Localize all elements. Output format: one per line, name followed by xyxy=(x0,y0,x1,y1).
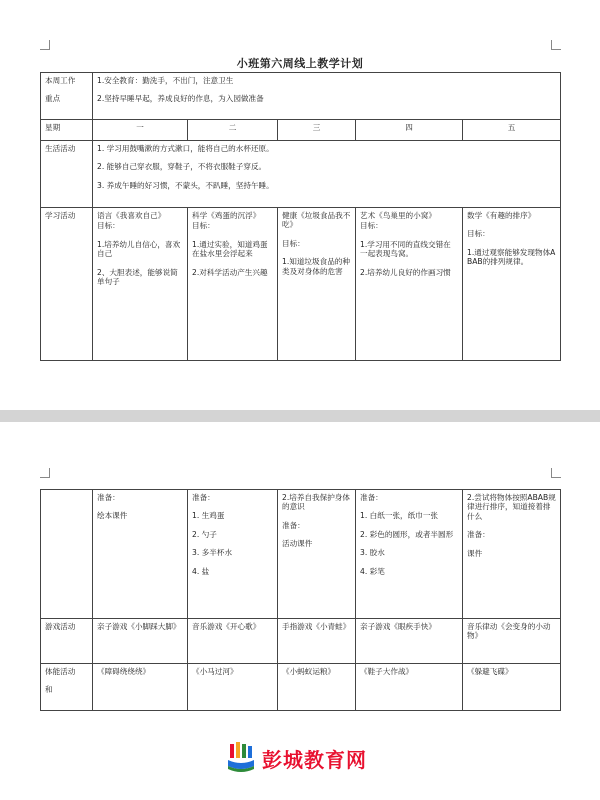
study-cell-thu: 艺术《鸟巢里的小窝》 目标： 1.学习用不同的直线交错在一起表现鸟窝。 2.培养幼儿良好的作画习惯 xyxy=(356,208,463,361)
week-focus-content: 1.安全教育：勤洗手，不出门，注意卫生 2.坚持早睡早起，养成良好的作息，为入园做准备 xyxy=(93,73,561,120)
document-title: 小班第六周线上教学计划 xyxy=(236,57,364,70)
game-activity-label: 游戏活动 xyxy=(41,619,93,664)
life-activity-label: 生活活动 xyxy=(41,141,93,208)
sport-cell-wed: 《小蚂蚁运粮》 xyxy=(278,664,356,711)
book-logo-icon xyxy=(226,742,256,774)
weekday-4: 四 xyxy=(356,120,463,141)
plan-table-part-2 xyxy=(40,489,561,711)
sport-activity-label: 体能活动 和 xyxy=(41,664,93,711)
study-activity-row xyxy=(41,208,561,361)
week-focus-row xyxy=(41,73,561,120)
prep-cell-wed: 2.培养自我保护身体的意识 准备： 活动课件 xyxy=(278,490,356,619)
game-activity-row xyxy=(41,619,561,664)
study-cell-tue: 科学《鸡蛋的沉浮》 目标： 1.通过实验，知道鸡蛋在盐水里会浮起来 2.对科学活动产生兴趣 xyxy=(188,208,278,361)
sport-cell-tue: 《小马过河》 xyxy=(188,664,278,711)
crop-mark-top-left xyxy=(40,40,50,50)
life-activity-row xyxy=(41,141,561,208)
crop-mark-top-right xyxy=(551,40,561,50)
page-separator xyxy=(0,410,600,422)
preparation-row xyxy=(41,490,561,619)
weekday-3: 三 xyxy=(278,120,356,141)
study-activity-label: 学习活动 xyxy=(41,208,93,361)
weekday-2: 二 xyxy=(188,120,278,141)
preparation-label xyxy=(41,490,93,619)
life-activity-content: 1. 学习用鼓嘴漱的方式漱口，能将自己的水杯还原。 2. 能够自己穿衣服，穿鞋子，不将衣服鞋子穿反。 3. 养成午睡的好习惯，不蒙头，不趴睡，坚持午睡。 xyxy=(93,141,561,208)
weekday-label: 星期 xyxy=(41,120,93,141)
prep-cell-tue: 准备： 1. 生鸡蛋 2. 勺子 3. 多半杯水 4. 盐 xyxy=(188,490,278,619)
sport-cell-fri: 《躲避飞碟》 xyxy=(463,664,561,711)
site-logo xyxy=(226,742,367,774)
prep-cell-fri: 2.尝试将物体按照ABAB规律进行排序，知道接着排什么 准备： 课件 xyxy=(463,490,561,619)
weekday-header-row xyxy=(41,120,561,141)
prep-cell-mon: 准备： 绘本课件 xyxy=(93,490,188,619)
weekday-5: 五 xyxy=(463,120,561,141)
plan-table-part-1 xyxy=(40,72,561,361)
study-cell-fri: 数学《有趣的排序》 目标： 1.通过观察能够发现物体ABAB的排列规律。 xyxy=(463,208,561,361)
sport-activity-row xyxy=(41,664,561,711)
week-focus-label: 本周工作 重点 xyxy=(41,73,93,120)
sport-cell-thu: 《鞋子大作战》 xyxy=(356,664,463,711)
game-cell-tue: 音乐游戏《开心歌》 xyxy=(188,619,278,664)
game-cell-thu: 亲子游戏《眼疾手快》 xyxy=(356,619,463,664)
crop-mark-top-left xyxy=(40,468,50,478)
crop-mark-top-right xyxy=(551,468,561,478)
game-cell-wed: 手指游戏《小青蛙》 xyxy=(278,619,356,664)
study-cell-mon: 语言《我喜欢自己》 目标： 1.培养幼儿自信心，喜欢自己 2、大胆表述，能够说简单句子 xyxy=(93,208,188,361)
game-cell-fri: 音乐律动《会变身的小动物》 xyxy=(463,619,561,664)
sport-cell-mon: 《障碍绕绕绕》 xyxy=(93,664,188,711)
weekday-1: 一 xyxy=(93,120,188,141)
study-cell-wed: 健康《垃圾食品我不吃》 目标： 1.知道垃圾食品的种类及对身体的危害 xyxy=(278,208,356,361)
prep-cell-thu: 准备： 1. 白纸一张，纸巾一张 2. 彩色的圆形，或者半圆形 3. 胶水 4. 彩笔 xyxy=(356,490,463,619)
logo-text: 彭城教育网 xyxy=(262,747,367,772)
game-cell-mon: 亲子游戏《小脚踩大脚》 xyxy=(93,619,188,664)
